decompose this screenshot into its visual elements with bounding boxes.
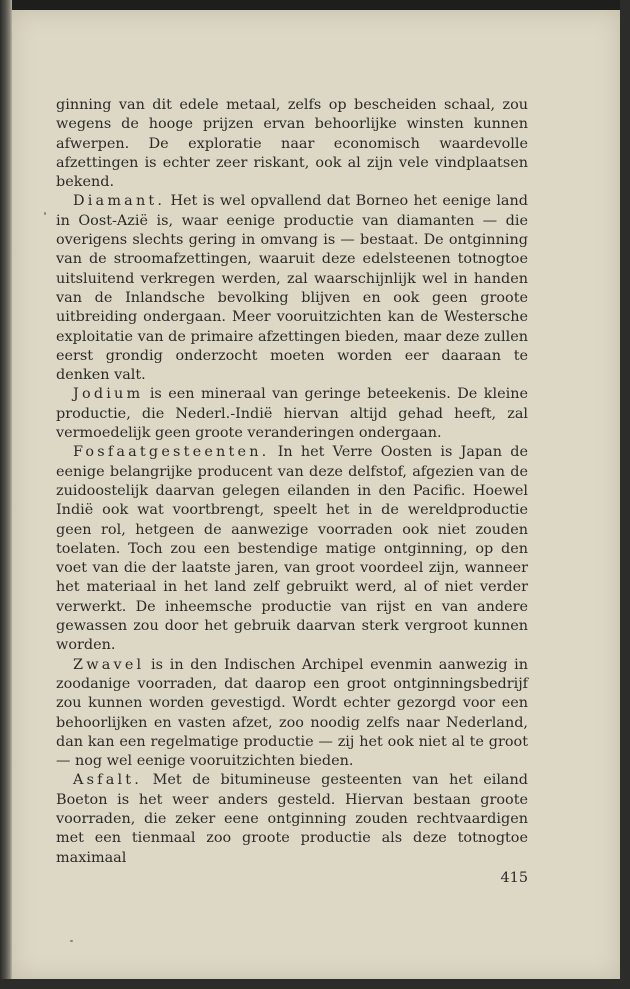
paragraph-jodium: [56, 385, 528, 443]
body-text: [56, 96, 528, 868]
paragraph-text: Met de bitumineuse gesteenten van het eiland Boeton is het weer anders gesteld. Hiervan bestaan groote voorraden, die zeker eene ontginning zouden rechtvaardigen met een tienmaal zoo groote productie als deze totnogtoe maximaal: [56, 772, 528, 866]
paragraph-fosfaatgesteenten: [56, 443, 528, 655]
spaced-heading-term: Asfalt.: [73, 772, 143, 789]
paragraph-diamant: [56, 192, 528, 385]
paragraph-text: In het Verre Oosten is Japan de eenige belangrijke producent van deze delfstof, afgezien van de zuidoostelijk daarvan gelegen eilanden in den Pacific. Hoewel Indië ook wat voortbrengt, speelt het in de wereldproductie geen rol, hetgeen de aanwezige voorraden ook niet zouden toelaten. Toch zou een bestendige matige ontginning, op den voet van die der laatste jaren, van groot voordeel zijn, wanneer het materiaal in het land zelf gebruikt werd, al of niet verder verwerkt. De inheemsche productie van rijst en van andere gewassen zou door het gebruik daarvan sterk vergroot kunnen worden.: [56, 444, 528, 654]
paper-speck: [70, 940, 73, 942]
scan-border-top: [0, 0, 630, 10]
paragraph-text: is in den Indischen Archipel evenmin aanwezig in zoodanige voorraden, dat daarop een groot ontginningsbedrijf zou kunnen worden gevestigd. Wordt echter gezorgd voor een behoorlijken en vasten afzet, zoo noodig zelfs naar Nederland, dan kan een regelmatige productie — zij het ook niet al te groot — nog wel eenige vooruitzichten bieden.: [56, 656, 528, 770]
paragraph-text: Het is wel opvallend dat Borneo het eenige land in Oost-Azië is, waar eenige productie van diamanten — die overigens slechts gering in omvang is — bestaat. De ontginning van de stroomafzettingen, waaruit deze edelsteenen totnogtoe uitsluitend verkregen werden, zal waarschijnlijk wel in handen van de Inlandsche bevolking blijven en ook geen groote uitbreiding ondergaan. Meer vooruitzichten kan de Westersche exploitatie van de primaire afzettingen bieden, maar deze zullen eerst grondig onderzocht moeten worden eer daaraan te denken valt.: [56, 193, 528, 384]
paragraph-zwavel: [56, 656, 528, 772]
paragraph-text: is een mineraal van geringe beteekenis. De kleine productie, die Nederl.-Indië hiervan altijd gehad heeft, zal vermoedelijk geen groote veranderingen ondergaan.: [56, 386, 528, 442]
spaced-heading-term: Diamant.: [73, 193, 166, 210]
paragraph-asfalt: [56, 771, 528, 867]
scan-border-right: [620, 0, 630, 989]
paragraph-gold-continuation: [56, 96, 528, 192]
spaced-heading-term: Zwavel: [73, 656, 145, 673]
scan-border-bottom: [0, 979, 630, 989]
book-spine-shadow: [0, 0, 12, 989]
spaced-heading-term: Jodium: [73, 386, 144, 403]
paragraph-text: ginning van dit edele metaal, zelfs op bescheiden schaal, zou wegens de hooge prijzen ervan behoorlijke winsten kunnen afwerpen. De exploratie naar economisch waardevolle afzettingen is echter zeer riskant, ook al zijn vele vindplaatsen bekend.: [56, 97, 528, 191]
spaced-heading-term: Fosfaatgesteenten.: [73, 444, 270, 461]
paper-speck: [44, 212, 46, 215]
page-number: 415: [500, 870, 528, 886]
